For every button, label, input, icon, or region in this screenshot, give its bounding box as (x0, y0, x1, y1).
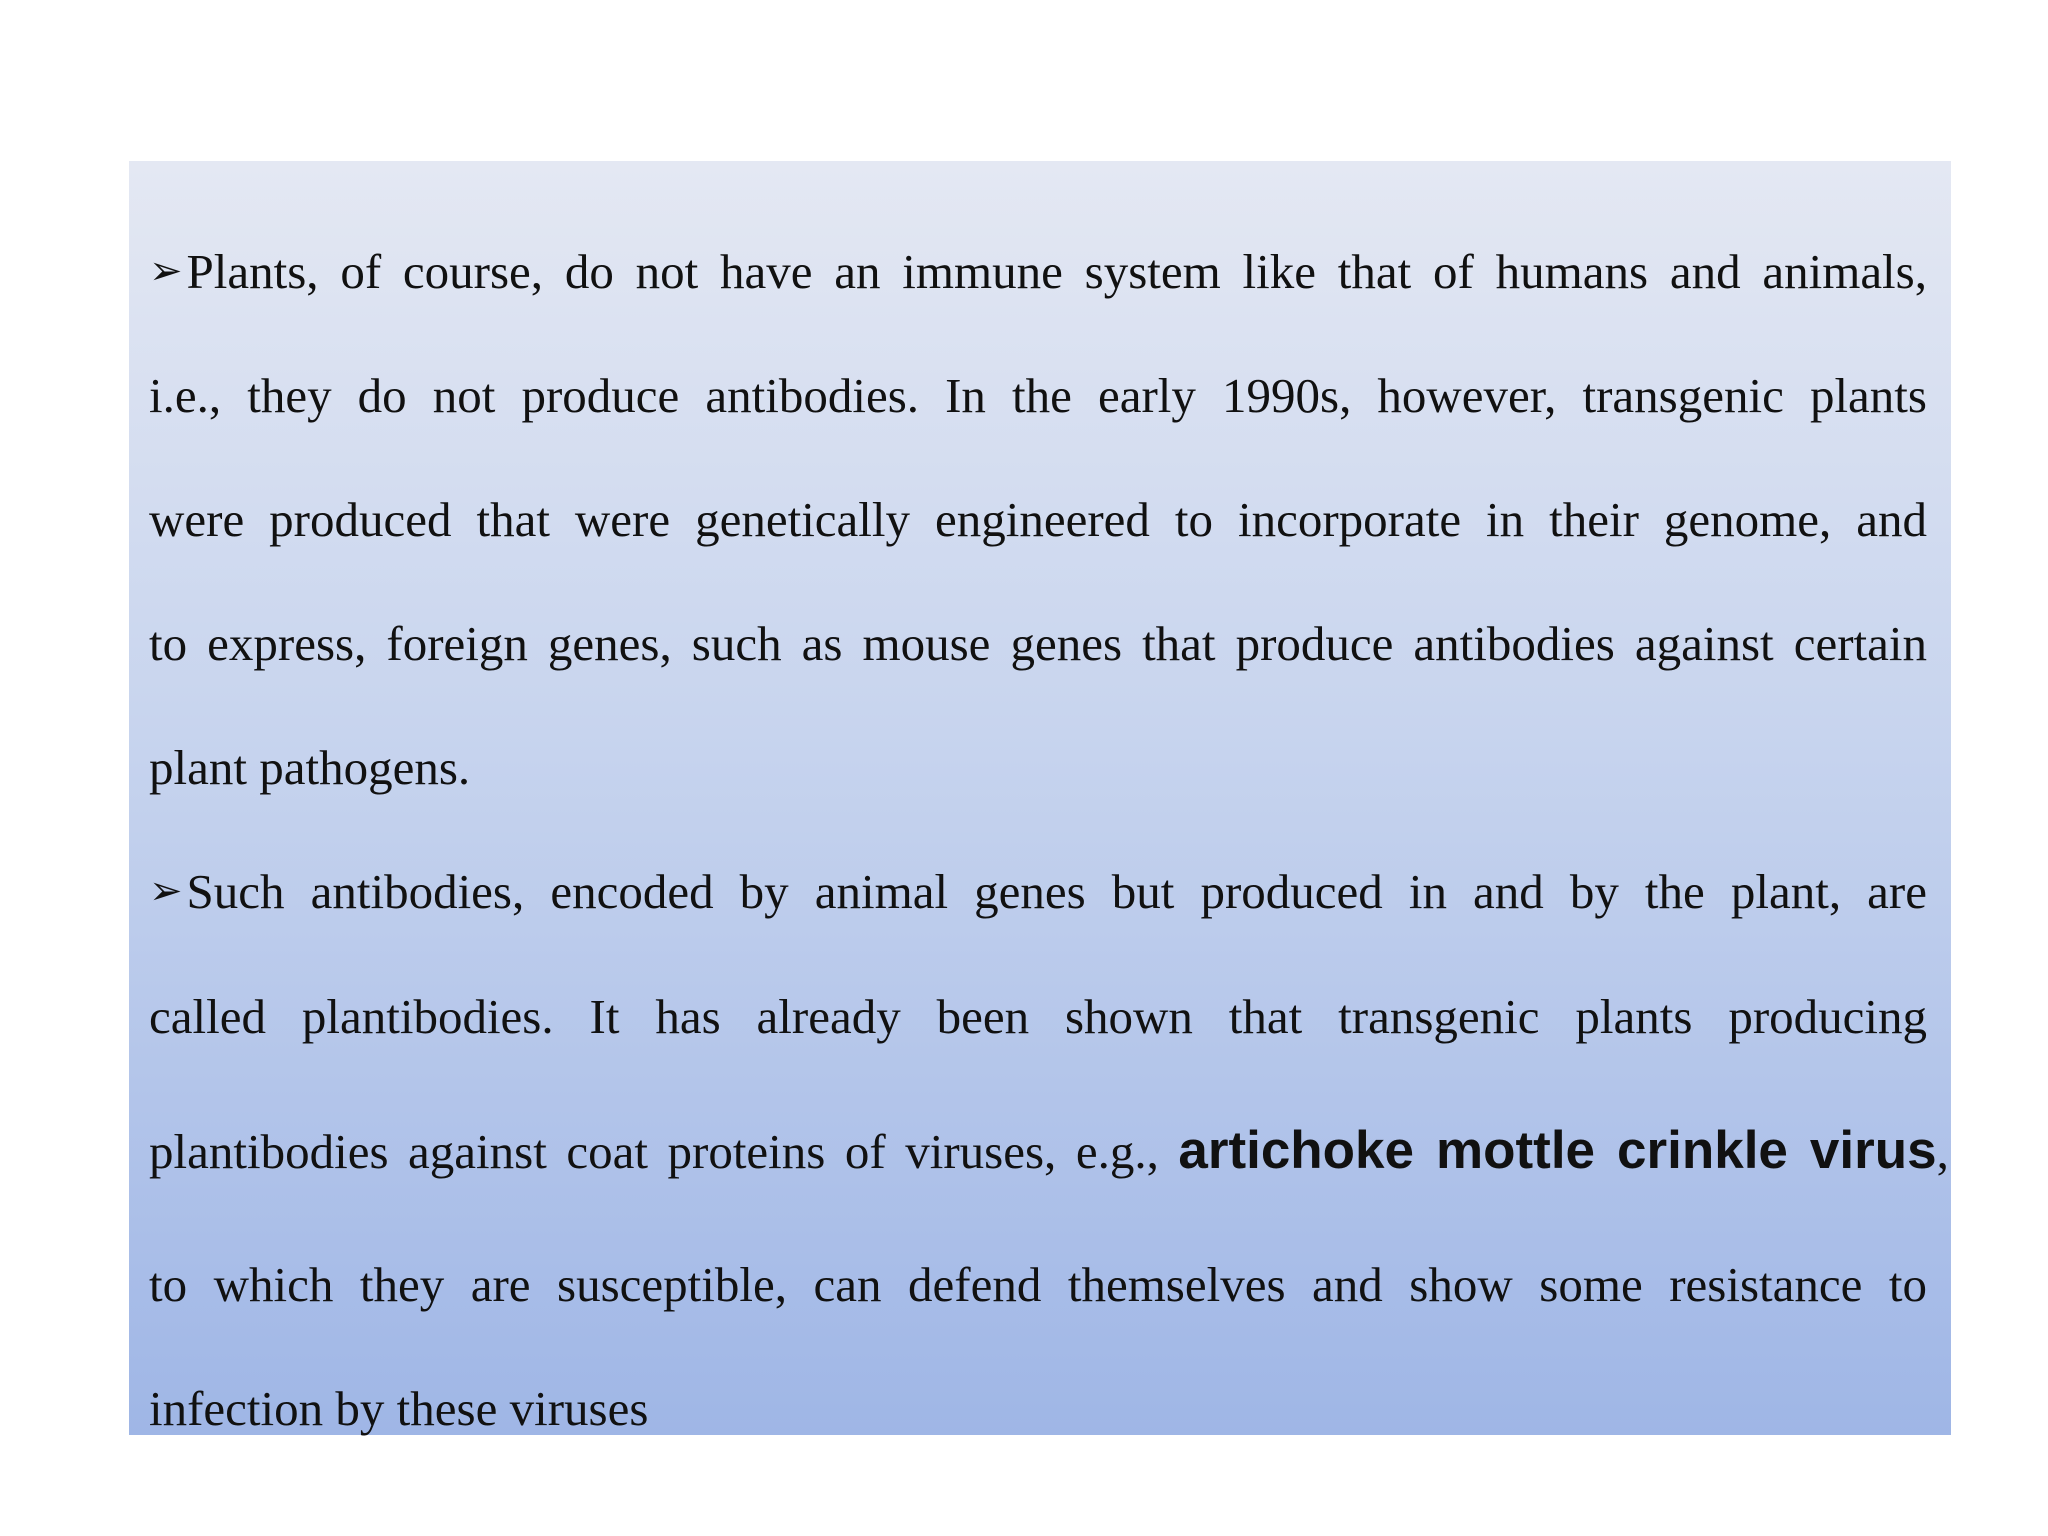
arrow-bullet-icon: ➢ (149, 868, 183, 914)
paragraph-1-line-1 (149, 244, 1927, 299)
paragraph-1-text: Plants, of course, do not have an immune system like that of humans and animals, (186, 244, 1927, 299)
paragraph-1-line-3: were produced that were genetically engineered to incorporate in their genome, and (149, 492, 1927, 547)
paragraph-1-line-5: plant pathogens. (149, 740, 471, 795)
paragraph-2-line-3-text: plantibodies against coat proteins of viruses, e.g., (149, 1124, 1179, 1179)
paragraph-2-line-4: to which they are susceptible, can defend themselves and show some resistance to (149, 1257, 1927, 1312)
paragraph-2-line-3-end: , (1936, 1124, 1949, 1179)
arrow-bullet-icon: ➢ (149, 248, 183, 294)
paragraph-2-line-2: called plantibodies. It has already been shown that transgenic plants producing (149, 989, 1927, 1044)
paragraph-1-line-4: to express, foreign genes, such as mouse genes that produce antibodies against certain (149, 616, 1927, 671)
paragraph-2-line-5: infection by these viruses (149, 1381, 649, 1436)
paragraph-2-text: Such antibodies, encoded by animal genes but produced in and by the plant, are (186, 864, 1927, 919)
paragraph-2-line-3 (149, 1121, 1949, 1180)
paragraph-2-line-1 (149, 864, 1927, 919)
paragraph-1-line-2: i.e., they do not produce antibodies. In the early 1990s, however, transgenic plants (149, 368, 1927, 423)
text-box (129, 161, 1951, 1435)
virus-name-emphasis: artichoke mottle crinkle virus (1178, 1121, 1937, 1180)
